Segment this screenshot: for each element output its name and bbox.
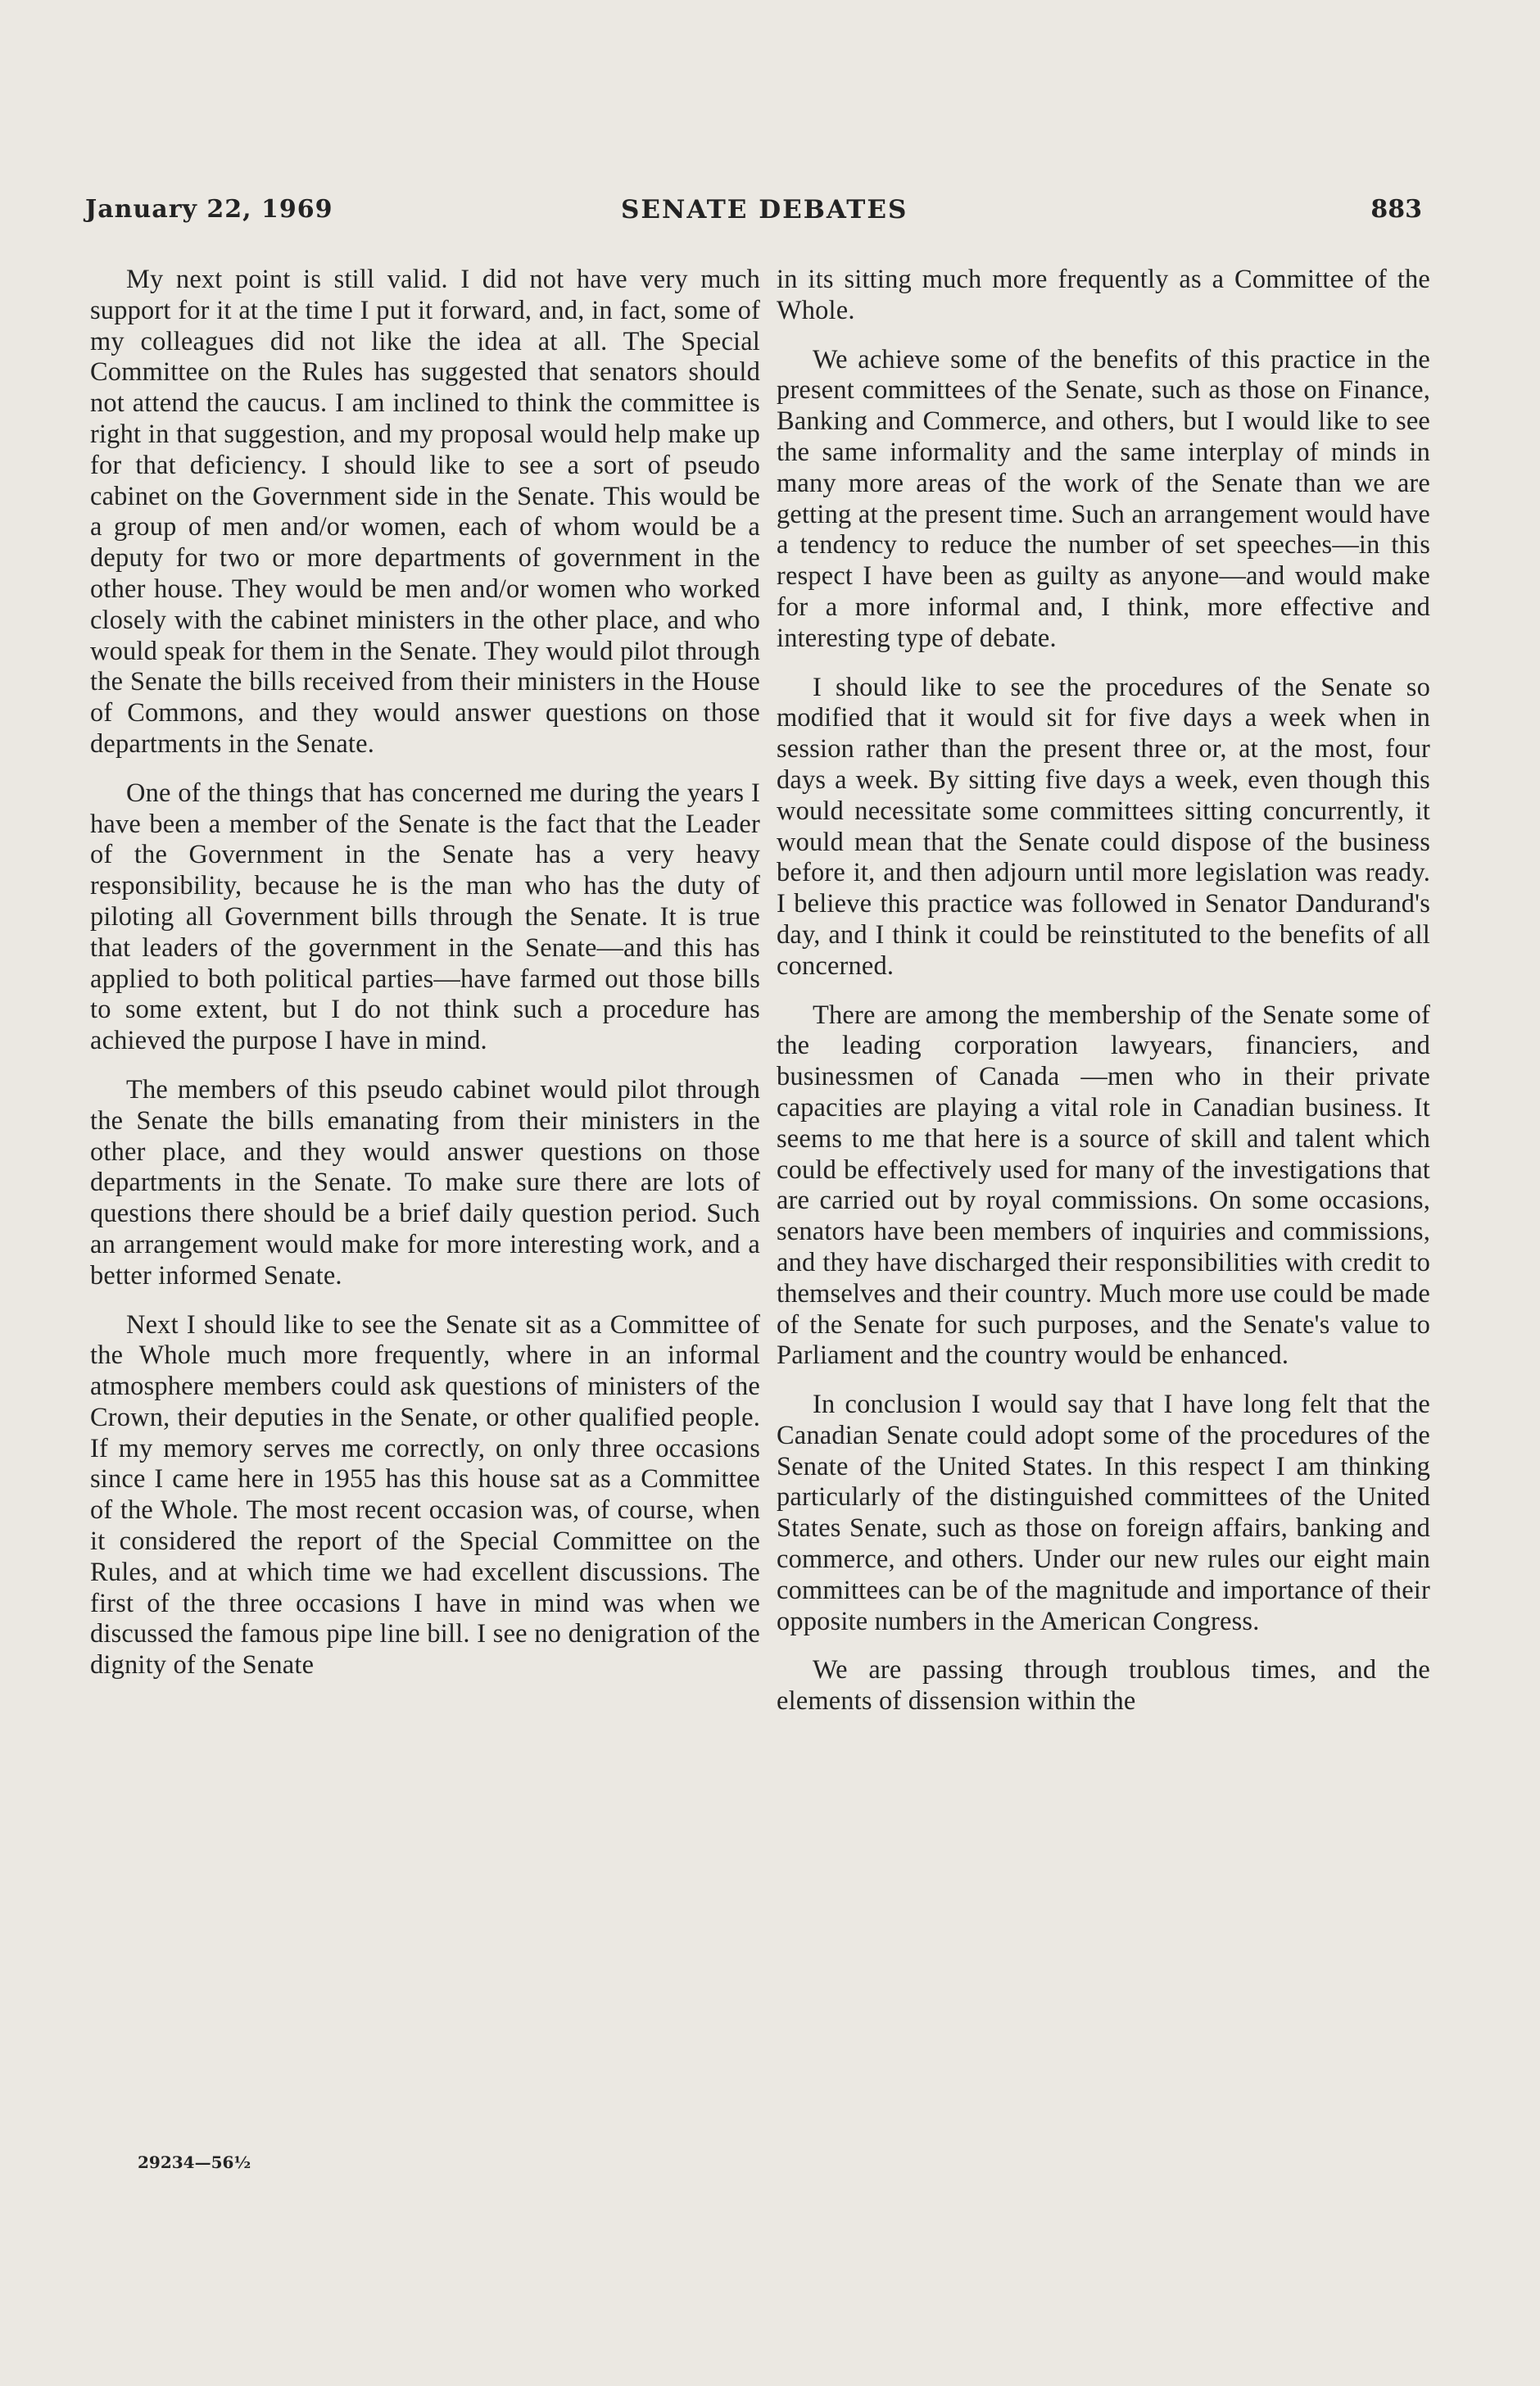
header-title: SENATE DEBATES	[621, 195, 908, 225]
print-reference: 29234—56½	[138, 2152, 251, 2172]
paragraph: The members of this pseudo cabinet would pilot through the Senate the bills emanating from their ministers in the other place, and they would answer questions on those departments in the Senate. To make sure there are lots of questions there should be a brief daily question period. Such an arrangement would make for more interesting work, and a better informed Senate.	[90, 1074, 760, 1291]
paragraph: Next I should like to see the Senate sit as a Committee of the Whole much more frequently, where in an informal atmosphere members could ask questions of ministers of the Crown, their deputies in the Senate, or other qualified people. If my memory serves me correctly, on only three occasions since I came here in 1955 has this house sat as a Committee of the Whole. The most recent occasion was, of course, when it considered the report of the Special Committee on the Rules, and at which time we had excellent discussions. The first of the three occasions I have in mind was when we discussed the famous pipe line bill. I see no denigration of the dignity of the Senate	[90, 1309, 760, 1681]
paragraph: In conclusion I would say that I have long felt that the Canadian Senate could adopt some of the procedures of the Senate of the United States. In this respect I am thinking particularly of the distinguished committees of the United States Senate, such as those on foreign affairs, banking and commerce, and others. Under our new rules our eight main committees can be of the magnitude and importance of their opposite numbers in the American Congress.	[777, 1390, 1430, 1636]
page-header	[85, 195, 1422, 236]
right-column	[777, 265, 1430, 1717]
paragraph: We are passing through troublous times, and the elements of dissension within the	[777, 1655, 1430, 1717]
paragraph: My next point is still valid. I did not have very much support for it at the time I put it forward, and, in fact, some of my colleagues did not like the idea at all. The Special Committee on the Rules has suggested that senators should not attend the caucus. I am inclined to think the committee is right in that suggestion, and my proposal would help make up for that deficiency. I should like to see a sort of pseudo cabinet on the Government side in the Senate. This would be a group of men and/or women, each of whom would be a deputy for two or more departments of government in the other house. They would be men and/or women who worked closely with the cabinet ministers in the other place, and who would speak for them in the Senate. They would pilot through the Senate the bills received from their ministers in the House of Commons, and they would answer questions on those departments in the Senate.	[90, 265, 760, 759]
left-column	[90, 265, 760, 1681]
paragraph: One of the things that has concerned me during the years I have been a member of the Senate is the fact that the Leader of the Government in the Senate has a very heavy responsibility, because he is the man who has the duty of piloting all Government bills through the Senate. It is true that leaders of the government in the Senate—and this has applied to both political parties—have farmed out those bills to some extent, but I do not think such a procedure has achieved the purpose I have in mind.	[90, 778, 760, 1056]
paragraph: There are among the membership of the Senate some of the leading corporation lawyears, financiers, and businessmen of Canada —men who in their private capacities are playing a vital role in Canadian business. It seems to me that here is a source of skill and talent which could be effectively used for many of the investigations that are carried out by royal commissions. On some occasions, senators have been members of inquiries and commissions, and they have discharged their responsibilities with credit to themselves and their country. Much more use could be made of the Senate for such purposes, and the Senate's value to Parliament and the country would be enhanced.	[777, 1000, 1430, 1371]
paragraph: We achieve some of the benefits of this practice in the present committees of the Senate, such as those on Finance, Banking and Commerce, and others, but I would like to see the same informality and the same interplay of minds in many more areas of the work of the Senate than we are getting at the present time. Such an arrangement would have a tendency to reduce the number of set speeches—in this respect I have been as guilty as anyone—and would make for a more informal and, I think, more effective and interesting type of debate.	[777, 344, 1430, 653]
header-date: January 22, 1969	[85, 195, 333, 224]
header-page-number: 883	[1370, 195, 1422, 224]
paragraph: I should like to see the procedures of the Senate so modified that it would sit for five days a week when in session rather than the present three or, at the most, four days a week. By sitting five days a week, even though this would necessitate some committees sitting concurrently, it would mean that the Senate could dispose of the business before it, and then adjourn until more legislation was ready. I believe this practice was followed in Senator Dandurand's day, and I think it could be reinstituted to the benefits of all concerned.	[777, 672, 1430, 981]
paragraph: in its sitting much more frequently as a Committee of the Whole.	[777, 265, 1430, 325]
